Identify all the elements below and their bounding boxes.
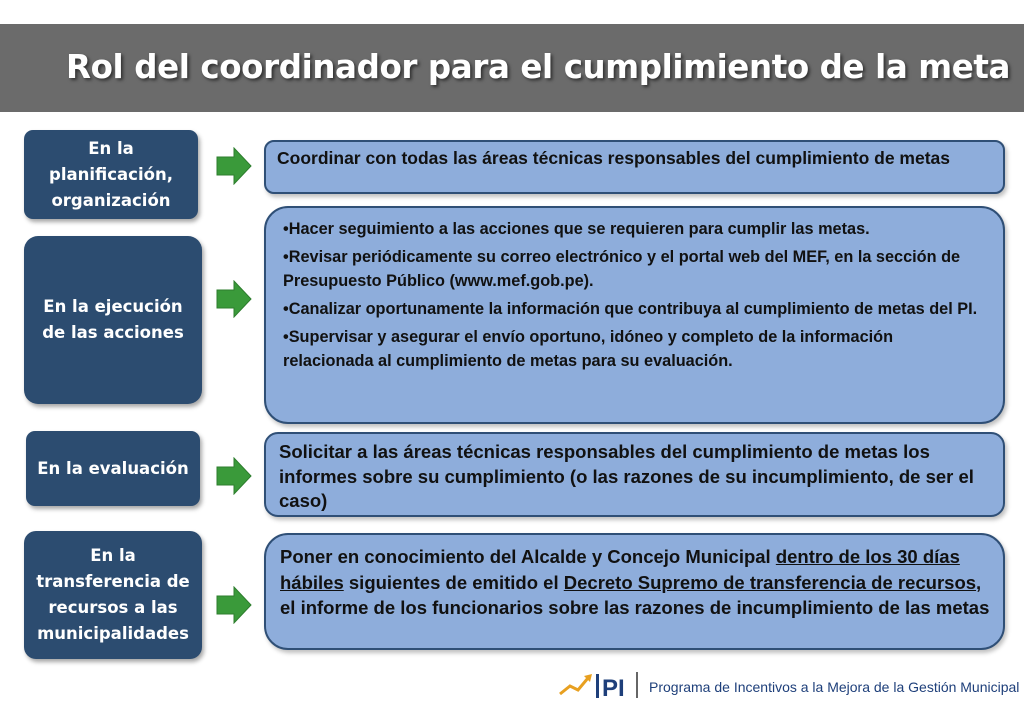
footer-separator (636, 672, 638, 698)
svg-text:PI: PI (602, 675, 625, 702)
content-coordinar (264, 140, 1005, 194)
right-arrow-icon (216, 147, 252, 185)
content-transferencia (264, 533, 1005, 650)
content-ejecucion (264, 206, 1005, 424)
label-line: recursos a las (48, 598, 178, 617)
label-line: transferencia de (36, 572, 190, 591)
label-ejecucion (24, 236, 202, 404)
bullet-item: •Supervisar y asegurar el envío oportuno, idóneo y completo de la información relacionada al cumplimiento de metas para su evaluación. (283, 328, 894, 370)
bullet-item: •Hacer seguimiento a las acciones que se requieren para cumplir las metas. (283, 220, 870, 238)
content-text: Poner en conocimiento del Alcalde y Concejo Municipal dentro de los 30 días hábiles siguientes de emitido el Decreto Supremo de transferencia de recursos, el informe de los funcionarios sobre las razones de incumplimiento de las metas (280, 546, 990, 618)
underlined-decree: Decreto Supremo de transferencia de recursos (563, 571, 977, 593)
label-line: planificación, (49, 164, 173, 184)
label-planificacion (24, 130, 198, 219)
bullet-item: •Canalizar oportunamente la información que contribuya al cumplimiento de metas del PI. (283, 300, 978, 318)
page-title: Rol del coordinador para el cumplimiento de la meta (66, 48, 1011, 86)
label-line: de las acciones (42, 323, 184, 342)
label-line: municipalidades (37, 624, 189, 643)
content-text: Coordinar con todas las áreas técnicas responsables del cumplimiento de metas (277, 148, 951, 168)
bullet-item: •Revisar periódicamente su correo electrónico y el portal web del MEF, en la sección de Presupuesto Público (www.mef.gob.pe). (283, 248, 961, 290)
footer-program-name: Programa de Incentivos a la Mejora de la Gestión Municipal (649, 679, 1020, 695)
label-line: En la evaluación (37, 458, 189, 478)
pi-logo-icon (556, 668, 646, 702)
content-text: Solicitar a las áreas técnicas responsables del cumplimiento de metas los informes sobre su cumplimiento (o las razones de su incumplimiento, de ser el caso) (279, 441, 974, 511)
right-arrow-icon (216, 586, 252, 624)
right-arrow-icon (216, 280, 252, 318)
label-line: organización (51, 190, 171, 210)
label-transferencia (24, 531, 202, 659)
label-line: En la ejecución (43, 297, 183, 316)
label-line: En la (88, 138, 134, 158)
underlined-deadline: dentro de los 30 días hábiles (280, 546, 960, 593)
label-evaluacion (26, 431, 200, 506)
label-line: En la (90, 546, 136, 565)
content-evaluacion (264, 432, 1005, 517)
right-arrow-icon (216, 457, 252, 495)
